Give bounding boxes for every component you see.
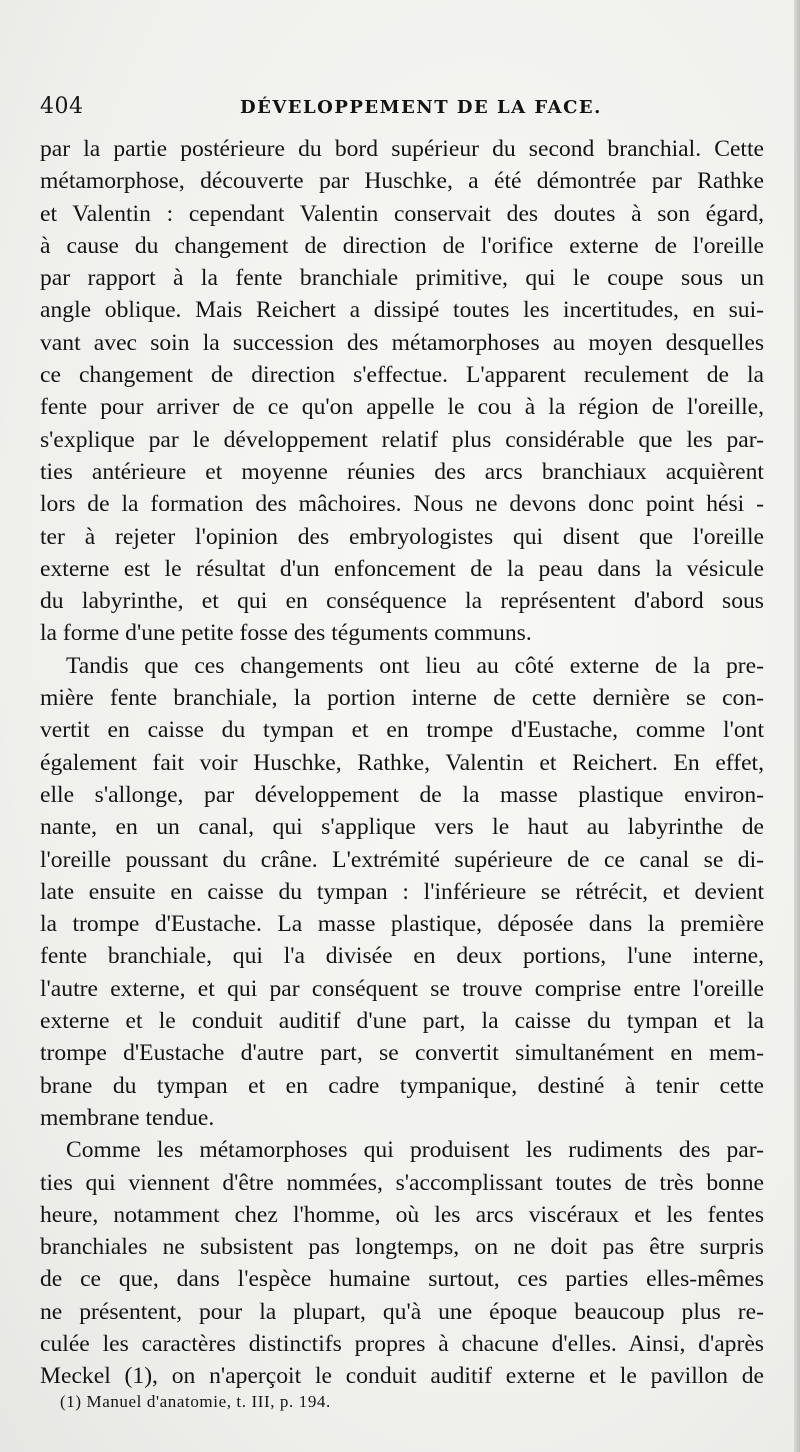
text-line: et Valentin : cependant Valentin conservait des doutes à son égard, xyxy=(40,200,764,227)
paragraph-1 xyxy=(40,133,764,650)
text-line: l'autre externe, et qui par conséquent se trouve comprise entre l'oreille xyxy=(40,975,764,1002)
running-title: DÉVELOPPEMENT DE LA FACE. xyxy=(240,97,602,118)
text-line: ce changement de direction s'effectue. L'apparent reculement de la xyxy=(40,362,764,389)
text-line: vant avec soin la succession des métamorphoses au moyen desquelles xyxy=(40,329,764,356)
text-line: du labyrinthe, et qui en conséquence la représentent d'abord sous xyxy=(40,588,764,615)
text-line: branchiales ne subsistent pas longtemps, on ne doit pas être surpris xyxy=(40,1234,764,1261)
paragraph-2 xyxy=(40,650,764,1134)
paragraph-3 xyxy=(40,1134,764,1392)
text-line: vertit en caisse du tympan et en trompe d'Eustache, comme l'ont xyxy=(40,717,764,744)
text-line: également fait voir Huschke, Rathke, Valentin et Reichert. En effet, xyxy=(40,749,764,776)
text-line: membrane tendue. xyxy=(40,1104,215,1131)
text-line: ter à rejeter l'opinion des embryologistes qui disent que l'oreille xyxy=(40,523,764,550)
text-line: l'oreille poussant du crâne. L'extrémité supérieure de ce canal se di- xyxy=(40,846,764,873)
text-line: mière fente branchiale, la portion interne de cette dernière se con- xyxy=(40,685,764,712)
text-line: fente branchiale, qui l'a divisée en deux portions, l'une interne, xyxy=(40,943,764,970)
body-text xyxy=(40,133,764,1393)
text-line: Comme les métamorphoses qui produisent les rudiments des par- xyxy=(66,1137,764,1164)
footnote: (1) Manuel d'anatomie, t. III, p. 194. xyxy=(60,1392,331,1411)
text-line: la trompe d'Eustache. La masse plastique, déposée dans la première xyxy=(40,911,764,938)
text-line: Tandis que ces changements ont lieu au côté externe de la pre- xyxy=(66,652,764,679)
text-line: ties qui viennent d'être nommées, s'accomplissant toutes de très bonne xyxy=(40,1169,764,1196)
text-line: angle oblique. Mais Reichert a dissipé toutes les incertitudes, en sui- xyxy=(40,297,764,324)
text-line: à cause du changement de direction de l'orifice externe de l'oreille xyxy=(40,232,764,259)
text-line: brane du tympan et en cadre tympanique, destiné à tenir cette xyxy=(40,1072,764,1099)
text-line: trompe d'Eustache d'autre part, se convertit simultanément en mem- xyxy=(40,1040,764,1067)
text-line: la forme d'une petite fosse des téguments communs. xyxy=(40,620,532,647)
text-line: fente pour arriver de ce qu'on appelle le cou à la région de l'oreille, xyxy=(40,394,764,421)
text-line: heure, notamment chez l'homme, où les arcs viscéraux et les fentes xyxy=(40,1201,764,1228)
text-line: culée les caractères distinctifs propres à chacune d'elles. Ainsi, d'après xyxy=(40,1330,764,1357)
text-line: externe et le conduit auditif d'une part, la caisse du tympan et la xyxy=(40,1008,764,1035)
text-line: s'explique par le développement relatif plus considérable que les par- xyxy=(40,426,764,453)
text-line: nante, en un canal, qui s'applique vers le haut au labyrinthe de xyxy=(40,814,764,841)
text-line: ne présentent, pour la plupart, qu'à une époque beaucoup plus re- xyxy=(40,1298,764,1325)
text-line: elle s'allonge, par développement de la masse plastique environ- xyxy=(40,781,764,808)
text-line: par la partie postérieure du bord supérieur du second branchial. Cette xyxy=(40,136,764,162)
page-header xyxy=(40,94,760,124)
text-line: lors de la formation des mâchoires. Nous ne devons donc point hési - xyxy=(40,491,764,518)
text-line: externe est le résultat d'un enfoncement de la peau dans la vésicule xyxy=(40,555,764,582)
text-line: Meckel (1), on n'aperçoit le conduit auditif externe et le pavillon de xyxy=(40,1363,764,1390)
text-line: late ensuite en caisse du tympan : l'inférieure se rétrécit, et devient xyxy=(40,878,764,905)
page-edge-shadow xyxy=(794,0,800,1452)
text-line: de ce que, dans l'espèce humaine surtout, ces parties elles-mêmes xyxy=(40,1266,764,1293)
text-line: métamorphose, découverte par Huschke, a été démontrée par Rathke xyxy=(40,168,764,195)
text-line: par rapport à la fente branchiale primitive, qui le coupe sous un xyxy=(40,265,764,292)
text-line: ties antérieure et moyenne réunies des arcs branchiaux acquièrent xyxy=(40,458,764,485)
page-number: 404 xyxy=(40,94,84,119)
